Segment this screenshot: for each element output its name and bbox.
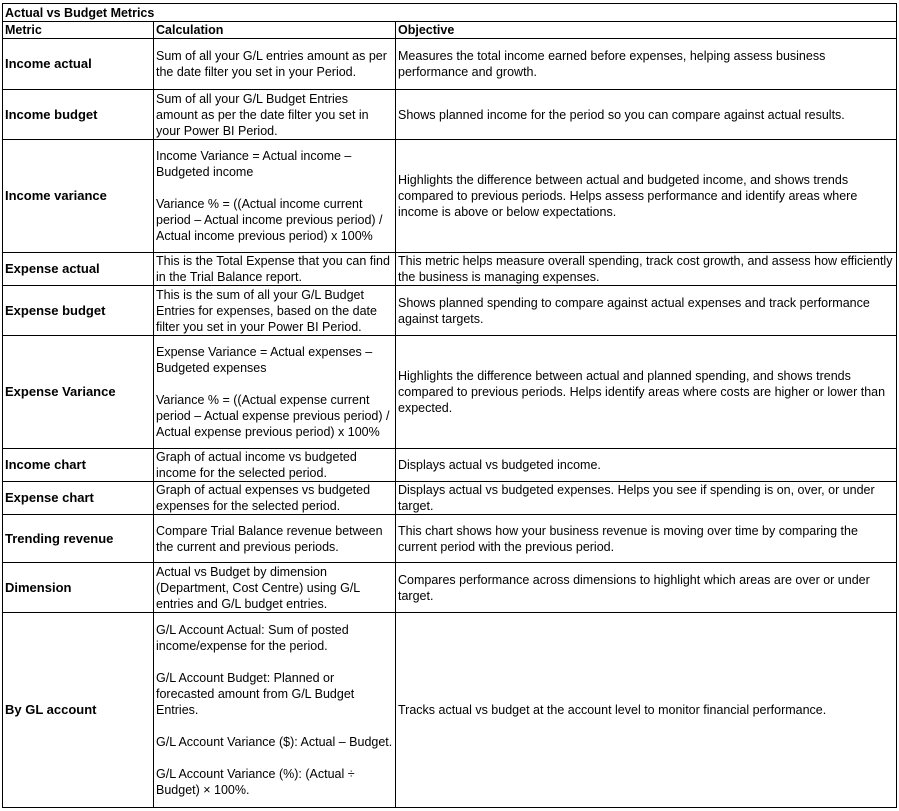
- metric-cell: Dimension: [3, 563, 154, 613]
- table-row: [3, 336, 897, 449]
- table-row: [3, 482, 897, 515]
- metric-cell: Income variance: [3, 140, 154, 253]
- objective-cell: This chart shows how your business revenue is moving over time by comparing the current period with the previous period.: [396, 515, 897, 563]
- calculation-cell: G/L Account Actual: Sum of posted income/expense for the period. G/L Account Budget: Planned or forecasted amount from G/L Budget Entries. G/L Account Variance ($): Actual – Budget. G/L Account Variance (%): (Actual ÷ Budget) × 100%.: [154, 613, 396, 808]
- objective-cell: Highlights the difference between actual and budgeted income, and shows trends compared to previous periods. Helps assess performance and identify areas where income is above or below expectations.: [396, 140, 897, 253]
- calculation-cell: Income Variance = Actual income – Budgeted income Variance % = ((Actual income current period – Actual income previous period) / Actual income previous period) x 100%: [154, 140, 396, 253]
- table-row: [3, 253, 897, 286]
- table-row: [3, 39, 897, 90]
- objective-cell: Displays actual vs budgeted income.: [396, 449, 897, 482]
- objective-cell: Measures the total income earned before expenses, helping assess business performance and growth.: [396, 39, 897, 90]
- calculation-cell: Graph of actual expenses vs budgeted expenses for the selected period.: [154, 482, 396, 515]
- objective-cell: Highlights the difference between actual and planned spending, and shows trends compared to previous periods. Helps identify areas where costs are higher or lower than expected.: [396, 336, 897, 449]
- header-objective: Objective: [396, 22, 897, 39]
- calculation-cell: Actual vs Budget by dimension (Department, Cost Centre) using G/L entries and G/L budget entries.: [154, 563, 396, 613]
- metric-cell: Trending revenue: [3, 515, 154, 563]
- metric-cell: Expense actual: [3, 253, 154, 286]
- calculation-cell: Sum of all your G/L Budget Entries amount as per the date filter you set in your Power BI Period.: [154, 90, 396, 140]
- title-row: [3, 4, 897, 22]
- table-row: [3, 286, 897, 336]
- table-title: Actual vs Budget Metrics: [3, 4, 897, 22]
- header-calculation: Calculation: [154, 22, 396, 39]
- objective-cell: Shows planned income for the period so you can compare against actual results.: [396, 90, 897, 140]
- table-row: [3, 90, 897, 140]
- table-row: [3, 613, 897, 808]
- metric-cell: By GL account: [3, 613, 154, 808]
- objective-cell: Shows planned spending to compare against actual expenses and track performance against targets.: [396, 286, 897, 336]
- metric-cell: Income budget: [3, 90, 154, 140]
- calculation-cell: Graph of actual income vs budgeted income for the selected period.: [154, 449, 396, 482]
- calculation-cell: This is the Total Expense that you can find in the Trial Balance report.: [154, 253, 396, 286]
- table-row: [3, 515, 897, 563]
- table-row: [3, 563, 897, 613]
- objective-cell: Displays actual vs budgeted expenses. Helps you see if spending is on, over, or under target.: [396, 482, 897, 515]
- calculation-cell: Compare Trial Balance revenue between the current and previous periods.: [154, 515, 396, 563]
- objective-cell: Tracks actual vs budget at the account level to monitor financial performance.: [396, 613, 897, 808]
- header-metric: Metric: [3, 22, 154, 39]
- calculation-cell: This is the sum of all your G/L Budget Entries for expenses, based on the date filter you set in your Power BI Period.: [154, 286, 396, 336]
- table-row: [3, 140, 897, 253]
- objective-cell: This metric helps measure overall spending, track cost growth, and assess how efficiently the business is managing expenses.: [396, 253, 897, 286]
- metric-cell: Income actual: [3, 39, 154, 90]
- metric-cell: Expense budget: [3, 286, 154, 336]
- metric-cell: Expense Variance: [3, 336, 154, 449]
- header-row: [3, 22, 897, 39]
- calculation-cell: Expense Variance = Actual expenses – Budgeted expenses Variance % = ((Actual expense current period – Actual expense previous period) / Actual expense previous period) x 100%: [154, 336, 396, 449]
- metric-cell: Income chart: [3, 449, 154, 482]
- table-row: [3, 449, 897, 482]
- metric-cell: Expense chart: [3, 482, 154, 515]
- objective-cell: Compares performance across dimensions to highlight which areas are over or under target.: [396, 563, 897, 613]
- metrics-table: [2, 3, 897, 808]
- calculation-cell: Sum of all your G/L entries amount as per the date filter you set in your Period.: [154, 39, 396, 90]
